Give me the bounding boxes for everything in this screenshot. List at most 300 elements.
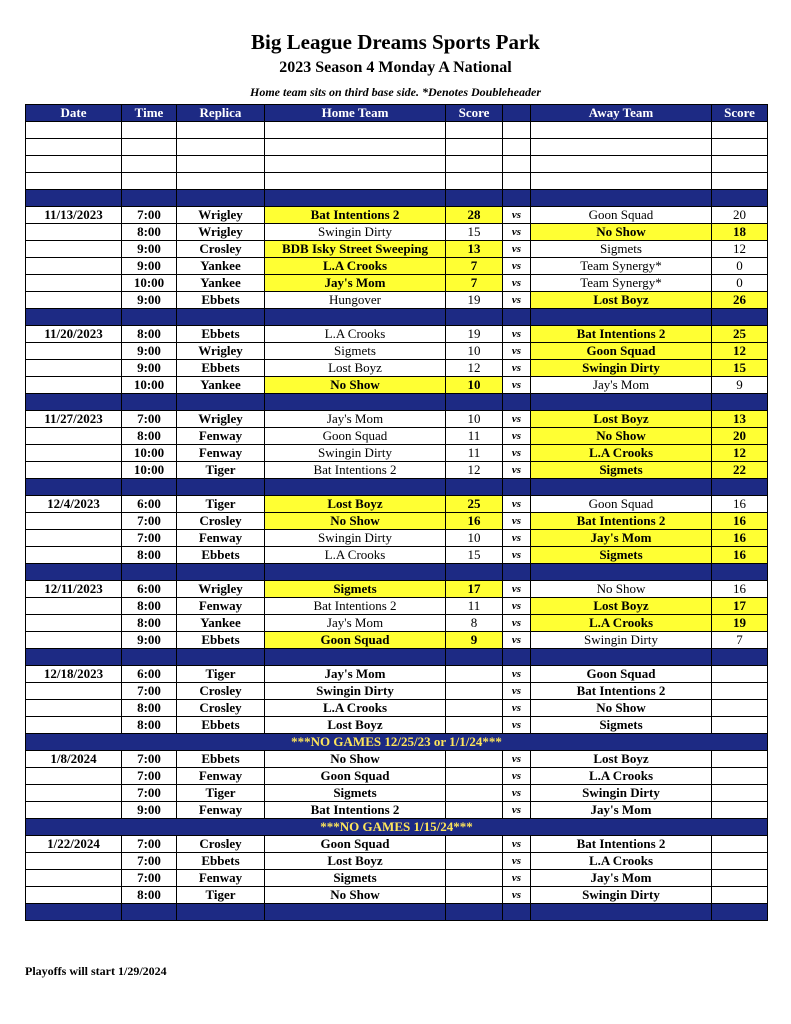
game-field: Fenway: [177, 870, 265, 887]
table-cell: [531, 156, 712, 173]
game-time: 7:00: [122, 785, 177, 802]
vs-label: vs: [503, 275, 531, 292]
home-team: Hungover: [265, 292, 446, 309]
no-games-note: ***NO GAMES 12/25/23 or 1/1/24***: [26, 734, 768, 751]
game-field: Tiger: [177, 496, 265, 513]
home-score: 8: [446, 615, 503, 632]
home-team: Swingin Dirty: [265, 224, 446, 241]
game-date: [26, 802, 122, 819]
blank-row: [26, 122, 768, 139]
table-cell: [531, 122, 712, 139]
separator-row: [26, 479, 768, 496]
away-team: L.A Crooks: [531, 768, 712, 785]
table-cell: [26, 122, 122, 139]
table-cell: [265, 122, 446, 139]
table-cell: [446, 139, 503, 156]
home-team: Swingin Dirty: [265, 530, 446, 547]
game-date: 1/8/2024: [26, 751, 122, 768]
game-time: 7:00: [122, 836, 177, 853]
home-score: [446, 683, 503, 700]
away-score: 26: [712, 292, 768, 309]
table-cell: [712, 564, 768, 581]
away-score: [712, 717, 768, 734]
home-team: Goon Squad: [265, 768, 446, 785]
table-cell: [122, 904, 177, 921]
home-team: Lost Boyz: [265, 853, 446, 870]
game-field: Yankee: [177, 258, 265, 275]
game-field: Crosley: [177, 241, 265, 258]
away-score: [712, 802, 768, 819]
table-cell: [265, 139, 446, 156]
game-date: [26, 445, 122, 462]
table-cell: [531, 564, 712, 581]
game-row: [26, 258, 768, 275]
game-field: Wrigley: [177, 224, 265, 241]
home-score: 11: [446, 598, 503, 615]
game-field: Ebbets: [177, 751, 265, 768]
game-date: [26, 258, 122, 275]
table-cell: [712, 173, 768, 190]
away-team: Lost Boyz: [531, 292, 712, 309]
home-score: 19: [446, 326, 503, 343]
away-score: 7: [712, 632, 768, 649]
away-team: Swingin Dirty: [531, 632, 712, 649]
game-row: [26, 445, 768, 462]
away-team: No Show: [531, 581, 712, 598]
game-date: [26, 598, 122, 615]
table-cell: [122, 564, 177, 581]
table-cell: [531, 479, 712, 496]
game-row: [26, 615, 768, 632]
away-score: 12: [712, 241, 768, 258]
vs-label: vs: [503, 496, 531, 513]
game-field: Fenway: [177, 768, 265, 785]
game-row: [26, 887, 768, 904]
table-cell: [265, 190, 446, 207]
away-team: Lost Boyz: [531, 751, 712, 768]
game-row: [26, 462, 768, 479]
away-score: 12: [712, 445, 768, 462]
table-cell: [446, 122, 503, 139]
away-team: Goon Squad: [531, 496, 712, 513]
game-time: 6:00: [122, 496, 177, 513]
col-header-replica: Replica: [177, 105, 265, 122]
away-team: Swingin Dirty: [531, 785, 712, 802]
game-time: 8:00: [122, 887, 177, 904]
game-date: [26, 462, 122, 479]
blank-row: [26, 156, 768, 173]
vs-label: vs: [503, 530, 531, 547]
game-field: Fenway: [177, 802, 265, 819]
vs-label: vs: [503, 224, 531, 241]
away-score: 16: [712, 513, 768, 530]
table-cell: [531, 139, 712, 156]
away-score: [712, 853, 768, 870]
table-cell: [531, 190, 712, 207]
away-team: Jay's Mom: [531, 377, 712, 394]
home-team: Sigmets: [265, 581, 446, 598]
home-score: [446, 836, 503, 853]
home-team: L.A Crooks: [265, 700, 446, 717]
vs-label: vs: [503, 547, 531, 564]
home-team: Goon Squad: [265, 836, 446, 853]
home-team: L.A Crooks: [265, 547, 446, 564]
game-row: [26, 751, 768, 768]
away-team: Jay's Mom: [531, 870, 712, 887]
game-field: Crosley: [177, 700, 265, 717]
away-team: No Show: [531, 428, 712, 445]
vs-label: vs: [503, 428, 531, 445]
table-cell: [531, 394, 712, 411]
table-cell: [122, 394, 177, 411]
vs-label: vs: [503, 241, 531, 258]
away-team: Team Synergy*: [531, 258, 712, 275]
game-date: 1/22/2024: [26, 836, 122, 853]
home-team: Jay's Mom: [265, 666, 446, 683]
col-header-home-team: Home Team: [265, 105, 446, 122]
table-cell: [265, 156, 446, 173]
game-time: 7:00: [122, 853, 177, 870]
game-field: Fenway: [177, 598, 265, 615]
away-score: 16: [712, 530, 768, 547]
game-time: 10:00: [122, 462, 177, 479]
home-score: 19: [446, 292, 503, 309]
game-row: [26, 360, 768, 377]
game-row: [26, 224, 768, 241]
away-score: [712, 751, 768, 768]
game-row: [26, 275, 768, 292]
table-cell: [446, 649, 503, 666]
page-title: Big League Dreams Sports Park: [251, 30, 540, 54]
game-time: 9:00: [122, 258, 177, 275]
game-field: Yankee: [177, 275, 265, 292]
game-time: 8:00: [122, 717, 177, 734]
game-row: [26, 581, 768, 598]
home-team: Bat Intentions 2: [265, 802, 446, 819]
table-cell: [446, 394, 503, 411]
no-games-row: [26, 819, 768, 836]
home-team: Lost Boyz: [265, 496, 446, 513]
table-cell: [26, 156, 122, 173]
home-score: 12: [446, 360, 503, 377]
table-cell: [177, 904, 265, 921]
game-row: [26, 598, 768, 615]
table-cell: [265, 649, 446, 666]
game-row: [26, 513, 768, 530]
home-score: 16: [446, 513, 503, 530]
table-cell: [503, 564, 531, 581]
game-date: [26, 275, 122, 292]
game-row: [26, 836, 768, 853]
game-row: [26, 853, 768, 870]
away-score: 25: [712, 326, 768, 343]
game-row: [26, 785, 768, 802]
game-time: 6:00: [122, 666, 177, 683]
separator-row: [26, 904, 768, 921]
home-score: [446, 666, 503, 683]
game-date: 12/18/2023: [26, 666, 122, 683]
game-row: [26, 428, 768, 445]
table-cell: [177, 394, 265, 411]
schedule-table: [25, 104, 768, 921]
away-team: Sigmets: [531, 717, 712, 734]
game-time: 9:00: [122, 292, 177, 309]
game-time: 10:00: [122, 275, 177, 292]
table-cell: [712, 904, 768, 921]
home-score: [446, 751, 503, 768]
vs-label: vs: [503, 411, 531, 428]
separator-row: [26, 190, 768, 207]
vs-label: vs: [503, 785, 531, 802]
game-field: Ebbets: [177, 547, 265, 564]
game-field: Ebbets: [177, 326, 265, 343]
home-team: Bat Intentions 2: [265, 598, 446, 615]
no-games-note: ***NO GAMES 1/15/24***: [26, 819, 768, 836]
col-header-time: Time: [122, 105, 177, 122]
col-header-home-score: Score: [446, 105, 503, 122]
table-cell: [177, 173, 265, 190]
away-score: [712, 683, 768, 700]
table-cell: [122, 649, 177, 666]
home-score: 11: [446, 445, 503, 462]
vs-label: vs: [503, 377, 531, 394]
game-time: 8:00: [122, 428, 177, 445]
game-row: [26, 326, 768, 343]
game-time: 9:00: [122, 360, 177, 377]
game-field: Tiger: [177, 666, 265, 683]
blank-row: [26, 139, 768, 156]
table-cell: [503, 190, 531, 207]
table-cell: [26, 139, 122, 156]
game-field: Crosley: [177, 836, 265, 853]
game-row: [26, 666, 768, 683]
table-cell: [177, 649, 265, 666]
game-time: 8:00: [122, 547, 177, 564]
footer-note: Playoffs will start 1/29/2024: [25, 964, 167, 978]
home-team: L.A Crooks: [265, 258, 446, 275]
table-cell: [177, 156, 265, 173]
table-cell: [122, 156, 177, 173]
away-score: 0: [712, 275, 768, 292]
away-score: 19: [712, 615, 768, 632]
game-time: 6:00: [122, 581, 177, 598]
game-field: Crosley: [177, 513, 265, 530]
table-cell: [446, 173, 503, 190]
game-field: Wrigley: [177, 411, 265, 428]
table-cell: [265, 309, 446, 326]
game-time: 7:00: [122, 870, 177, 887]
table-cell: [531, 309, 712, 326]
away-score: 20: [712, 207, 768, 224]
home-score: 28: [446, 207, 503, 224]
game-row: [26, 292, 768, 309]
table-cell: [122, 139, 177, 156]
away-score: [712, 768, 768, 785]
home-score: 25: [446, 496, 503, 513]
away-team: Sigmets: [531, 462, 712, 479]
table-cell: [712, 394, 768, 411]
vs-label: vs: [503, 360, 531, 377]
away-team: Goon Squad: [531, 343, 712, 360]
game-date: [26, 377, 122, 394]
game-date: [26, 700, 122, 717]
home-score: 15: [446, 224, 503, 241]
table-cell: [503, 139, 531, 156]
table-cell: [446, 564, 503, 581]
home-team: Lost Boyz: [265, 360, 446, 377]
game-time: 7:00: [122, 768, 177, 785]
away-team: Lost Boyz: [531, 598, 712, 615]
table-cell: [531, 649, 712, 666]
home-score: [446, 853, 503, 870]
game-date: [26, 530, 122, 547]
game-date: [26, 632, 122, 649]
game-row: [26, 530, 768, 547]
home-team: BDB Isky Street Sweeping: [265, 241, 446, 258]
table-cell: [122, 173, 177, 190]
home-score: [446, 700, 503, 717]
table-cell: [503, 479, 531, 496]
separator-row: [26, 564, 768, 581]
game-date: [26, 513, 122, 530]
table-cell: [265, 394, 446, 411]
table-cell: [26, 564, 122, 581]
game-date: [26, 343, 122, 360]
game-date: 12/11/2023: [26, 581, 122, 598]
vs-label: vs: [503, 513, 531, 530]
home-team: Sigmets: [265, 343, 446, 360]
game-field: Fenway: [177, 445, 265, 462]
col-header-date: Date: [26, 105, 122, 122]
table-cell: [712, 309, 768, 326]
vs-label: vs: [503, 700, 531, 717]
home-team: Swingin Dirty: [265, 445, 446, 462]
home-team: No Show: [265, 513, 446, 530]
game-field: Yankee: [177, 377, 265, 394]
home-score: 13: [446, 241, 503, 258]
vs-label: vs: [503, 462, 531, 479]
separator-row: [26, 309, 768, 326]
game-row: [26, 241, 768, 258]
table-cell: [177, 564, 265, 581]
home-score: [446, 785, 503, 802]
vs-label: vs: [503, 666, 531, 683]
game-date: 11/13/2023: [26, 207, 122, 224]
vs-label: vs: [503, 853, 531, 870]
table-cell: [177, 309, 265, 326]
table-cell: [177, 122, 265, 139]
game-time: 9:00: [122, 343, 177, 360]
game-date: [26, 887, 122, 904]
game-time: 8:00: [122, 615, 177, 632]
game-field: Ebbets: [177, 292, 265, 309]
game-row: [26, 700, 768, 717]
away-score: 17: [712, 598, 768, 615]
away-team: L.A Crooks: [531, 445, 712, 462]
game-date: [26, 547, 122, 564]
game-date: [26, 224, 122, 241]
away-score: [712, 870, 768, 887]
game-field: Crosley: [177, 683, 265, 700]
table-cell: [503, 156, 531, 173]
vs-label: vs: [503, 768, 531, 785]
away-team: Bat Intentions 2: [531, 326, 712, 343]
game-time: 8:00: [122, 700, 177, 717]
home-score: [446, 768, 503, 785]
game-field: Ebbets: [177, 360, 265, 377]
table-cell: [26, 649, 122, 666]
game-date: [26, 717, 122, 734]
table-header-row: [26, 105, 768, 122]
home-team: Bat Intentions 2: [265, 462, 446, 479]
away-score: 20: [712, 428, 768, 445]
away-team: Team Synergy*: [531, 275, 712, 292]
table-cell: [503, 649, 531, 666]
home-team: Sigmets: [265, 870, 446, 887]
home-score: 10: [446, 377, 503, 394]
table-cell: [265, 173, 446, 190]
table-cell: [122, 479, 177, 496]
away-team: Goon Squad: [531, 666, 712, 683]
home-score: 7: [446, 258, 503, 275]
game-date: [26, 292, 122, 309]
table-cell: [446, 156, 503, 173]
game-date: [26, 241, 122, 258]
game-field: Fenway: [177, 428, 265, 445]
game-row: [26, 343, 768, 360]
away-team: Swingin Dirty: [531, 360, 712, 377]
table-cell: [446, 309, 503, 326]
separator-row: [26, 394, 768, 411]
home-score: 10: [446, 343, 503, 360]
game-time: 8:00: [122, 224, 177, 241]
game-field: Wrigley: [177, 343, 265, 360]
game-row: [26, 768, 768, 785]
game-time: 7:00: [122, 683, 177, 700]
home-score: 15: [446, 547, 503, 564]
home-team: No Show: [265, 751, 446, 768]
table-cell: [26, 479, 122, 496]
game-time: 9:00: [122, 241, 177, 258]
game-date: [26, 853, 122, 870]
game-field: Ebbets: [177, 717, 265, 734]
game-field: Wrigley: [177, 207, 265, 224]
game-date: 12/4/2023: [26, 496, 122, 513]
away-team: L.A Crooks: [531, 615, 712, 632]
away-score: [712, 836, 768, 853]
table-cell: [712, 156, 768, 173]
vs-label: vs: [503, 632, 531, 649]
table-cell: [446, 190, 503, 207]
game-row: [26, 207, 768, 224]
home-team: Jay's Mom: [265, 275, 446, 292]
game-date: [26, 768, 122, 785]
game-field: Ebbets: [177, 853, 265, 870]
game-date: [26, 785, 122, 802]
col-header-away-score: Score: [712, 105, 768, 122]
vs-label: vs: [503, 292, 531, 309]
away-score: [712, 887, 768, 904]
table-cell: [265, 904, 446, 921]
home-team: Goon Squad: [265, 428, 446, 445]
game-field: Wrigley: [177, 581, 265, 598]
home-team: No Show: [265, 887, 446, 904]
table-cell: [122, 122, 177, 139]
table-cell: [26, 173, 122, 190]
game-time: 7:00: [122, 751, 177, 768]
home-score: 11: [446, 428, 503, 445]
home-team: Jay's Mom: [265, 411, 446, 428]
